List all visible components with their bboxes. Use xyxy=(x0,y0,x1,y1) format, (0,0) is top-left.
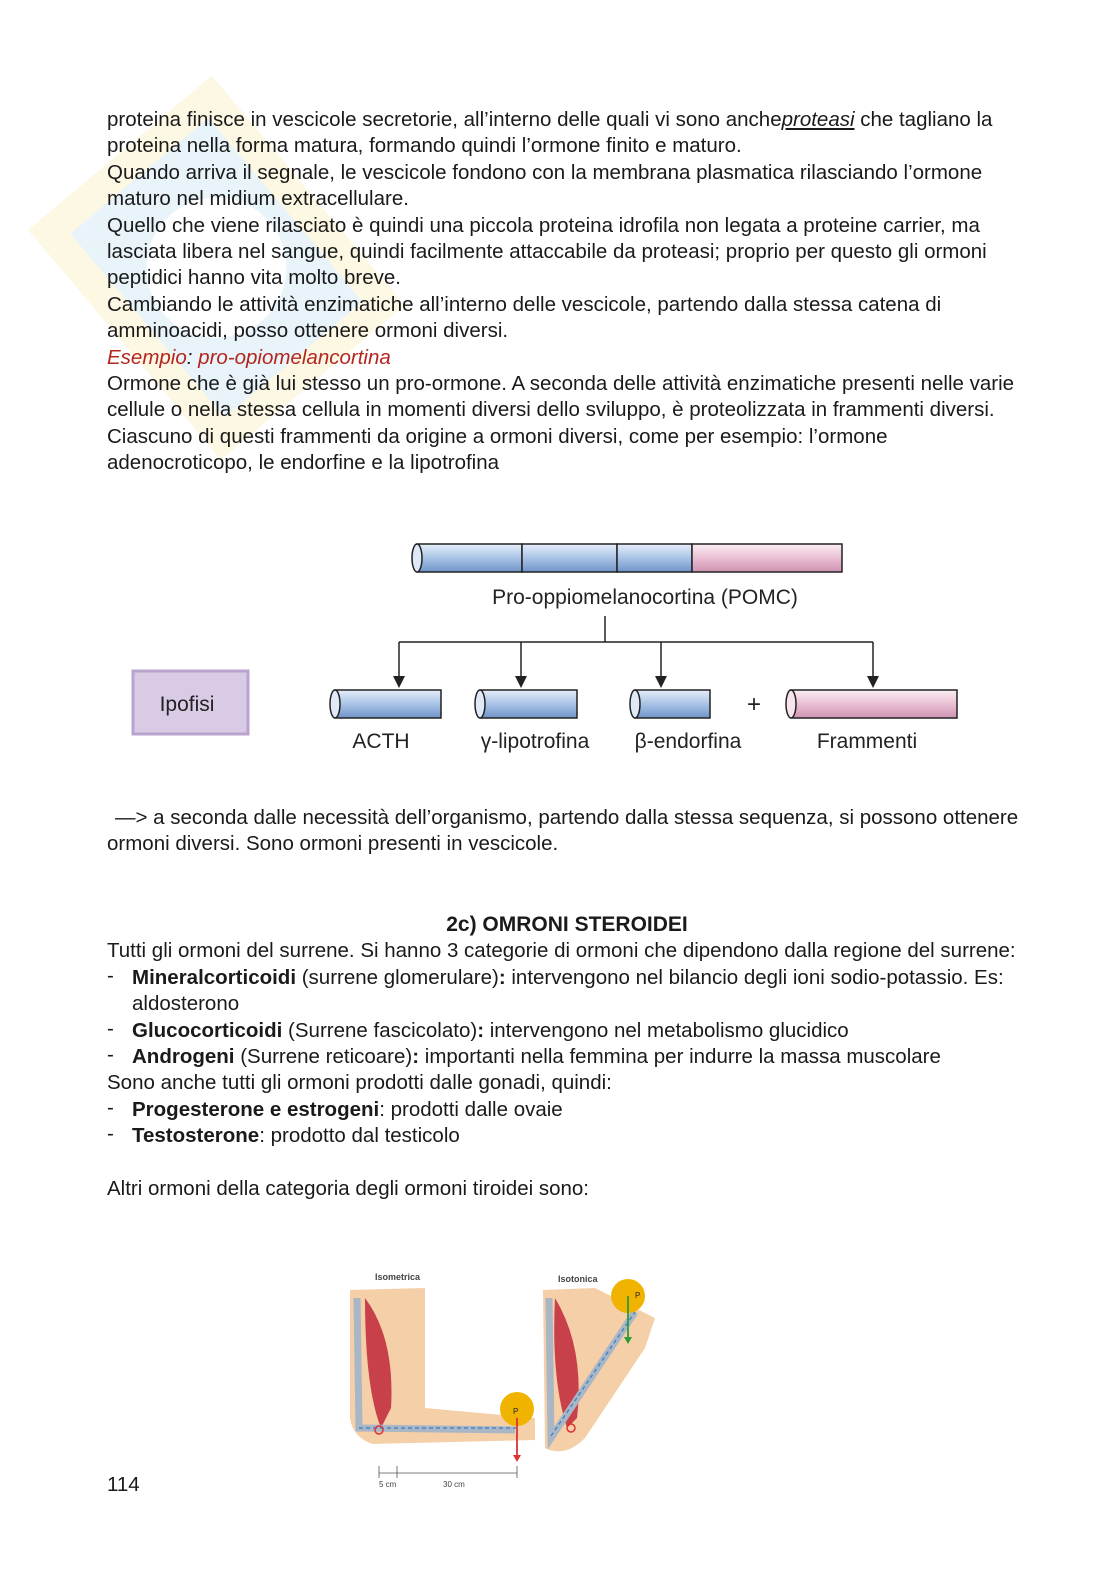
list-item: - Progesterone e estrogeni: prodotti dalle ovaie xyxy=(107,1097,1027,1123)
weight-label-right: P xyxy=(635,1291,641,1300)
list-item: - Mineralcorticoidi (surrene glomerulare): intervengono nel bilancio degli ioni sodio-potassio. Es: aldosterono xyxy=(107,965,1027,1018)
paragraph-proteasi: proteina finisce in vescicole secretorie, all’interno delle quali vi sono ancheproteasi che tagliano la proteina nella forma matura, formando quindi l’ormone finito e maturo. xyxy=(107,108,993,158)
product-frammenti-bar xyxy=(786,690,957,718)
pomc-diagram xyxy=(125,530,975,770)
isometrica-label: Isometrica xyxy=(375,1272,421,1282)
example-text: Ormone che è già lui stesso un pro-ormone. A seconda delle attività enzimatiche presenti nelle varie cellule o nella stessa cellula in momenti diversi dello sviluppo, è proteolizzata in frammenti diversi. Ciascuno di questi frammenti da origine a ormoni diversi, come per esempio: l’ormone adenocroticopo, le endorfine e la lipotrofina xyxy=(107,372,1015,475)
product-endorfina-bar xyxy=(630,690,710,718)
pomc-arrows xyxy=(399,616,873,680)
pomc-bar xyxy=(412,544,842,572)
product-label-endorfina: β-endorfina xyxy=(634,730,742,753)
list-item: - Glucocorticoidi (Surrene fascicolato): intervengono nel metabolismo glucidico xyxy=(107,1018,1027,1044)
pomc-title: Pro-oppiomelanocortina (POMC) xyxy=(492,586,798,609)
dimension-30cm: 30 cm xyxy=(443,1480,465,1489)
product-label-lipotrofina: γ-lipotrofina xyxy=(480,730,590,753)
paragraph: Quando arriva il segnale, le vescicole fondono con la membrana plasmatica rilasciando l’ormone maturo nel midium extracellulare. xyxy=(107,160,983,211)
paragraph: Tutti gli ormoni del surrene. Si hanno 3 categorie di ormoni che dipendono dalla regione del surrene: xyxy=(107,939,1016,963)
paragraph: —> a seconda dalle necessità dell’organismo, partendo dalla stessa sequenza, si possono ottenere ormoni diversi. Sono ormoni presenti in vescicole. xyxy=(107,806,1019,856)
paragraph: Altri ormoni della categoria degli ormoni tiroidei sono: xyxy=(107,1176,589,1200)
paragraph: Quello che viene rilasciato è quindi una piccola proteina idrofila non legata a proteine carrier, ma lasciata libera nel sangue, quindi facilmente attaccabile da proteasi; proprio per questo gli ormoni peptidici hanno vita molto breve. xyxy=(107,213,987,290)
svg-text:P: P xyxy=(513,1407,519,1416)
isotonica-label: Isotonica xyxy=(558,1274,598,1284)
isometric-arm-illustration xyxy=(350,1288,535,1489)
list-item: - Androgeni (Surrene reticoare): importanti nella femmina per indurre la massa muscolare xyxy=(107,1044,1027,1070)
muscle-contraction-figure xyxy=(345,1268,675,1494)
body-text-top xyxy=(107,107,1027,477)
dimension-5cm: 5 cm xyxy=(379,1480,397,1489)
isotonic-arm-illustration xyxy=(543,1279,655,1451)
ipofisi-label: Ipofisi xyxy=(159,693,215,716)
page-number: 114 xyxy=(107,1473,140,1496)
term-proteasi: proteasi xyxy=(781,108,855,131)
section-steroidi xyxy=(107,912,1027,1202)
product-label-acth: ACTH xyxy=(352,730,410,753)
after-figure-text xyxy=(107,805,1027,858)
product-lipotrofina-bar xyxy=(475,690,577,718)
product-acth-bar xyxy=(330,690,441,718)
example-line: Esempio: pro-opiomelancortina xyxy=(107,345,391,369)
paragraph: Cambiando le attività enzimatiche all’interno delle vescicole, partendo dalla stessa catena di amminoacidi, posso ottenere ormoni diversi. xyxy=(107,292,942,343)
paragraph: Sono anche tutti gli ormoni prodotti dalle gonadi, quindi: xyxy=(107,1071,612,1095)
section-heading: 2c) OMRONI STEROIDEI xyxy=(446,913,688,936)
list-item: - Testosterone: prodotto dal testicolo xyxy=(107,1123,1027,1149)
plus-sign: + xyxy=(746,691,762,718)
product-label-frammenti: Frammenti xyxy=(816,730,918,753)
